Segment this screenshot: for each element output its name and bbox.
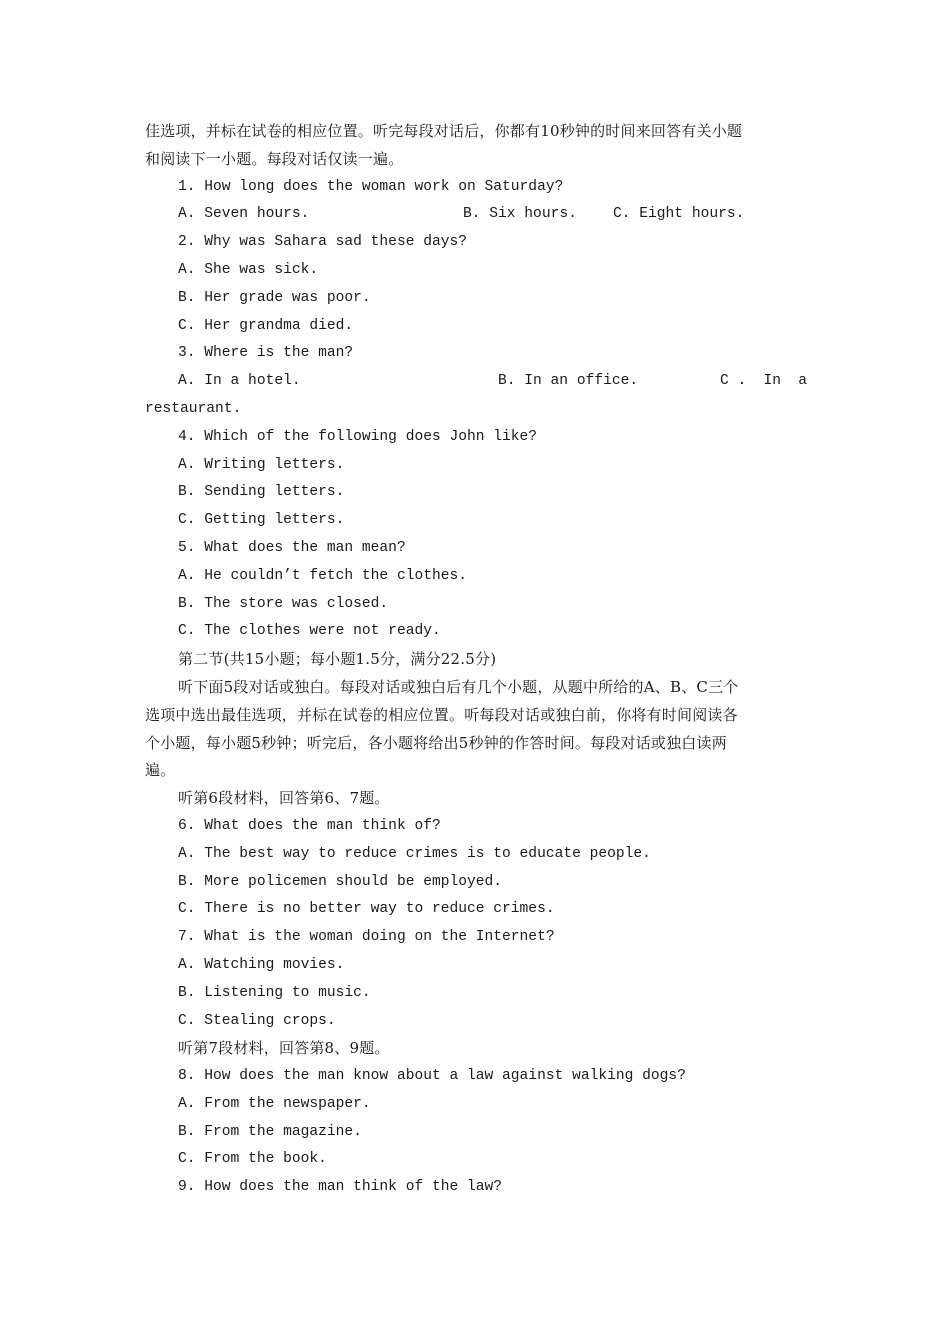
option-c-part: a <box>798 373 807 390</box>
section-2-instruction: 个小题，每小题5秒钟；听完后，各小题将给出5秒钟的作答时间。每段对话或独白读两 <box>145 733 727 752</box>
option-c-continued: restaurant. <box>145 400 242 417</box>
option-a: A. In a hotel. <box>178 373 301 390</box>
option-b: B. Sending letters. <box>178 484 345 501</box>
material-6-label: 听第6段材料，回答第6、7题。 <box>178 789 390 808</box>
question-4: 4. Which of the following does John like? <box>178 428 538 445</box>
option-a: A. Seven hours. <box>178 206 310 223</box>
question-9: 9. How does the man think of the law? <box>178 1179 503 1196</box>
question-3-options <box>145 368 807 396</box>
option-b: B. The store was closed. <box>178 595 389 612</box>
option-a: A. He couldn’t fetch the clothes. <box>178 567 468 584</box>
question-6: 6. What does the man think of? <box>178 817 441 834</box>
section-2-instruction: 遍。 <box>145 761 176 780</box>
question-5: 5. What does the man mean? <box>178 539 406 556</box>
section-2-heading: 第二节(共15小题；每小题1.5分，满分22.5分) <box>178 650 497 669</box>
option-c: C. Eight hours. <box>613 206 745 223</box>
option-c: C. From the book. <box>178 1151 327 1168</box>
option-a: A. She was sick. <box>178 261 319 278</box>
document-page <box>145 118 807 1202</box>
question-7: 7. What is the woman doing on the Internet? <box>178 929 555 946</box>
option-c: C. The clothes were not ready. <box>178 623 441 640</box>
option-c: C. Getting letters. <box>178 512 345 529</box>
option-c: C. There is no better way to reduce crimes. <box>178 901 555 918</box>
question-1-options <box>145 201 807 229</box>
option-b: B. Six hours. <box>463 206 577 223</box>
option-b: B. More policemen should be employed. <box>178 873 503 890</box>
option-a: A. Watching movies. <box>178 956 345 973</box>
option-c: C. Her grandma died. <box>178 317 354 334</box>
option-b: B. In an office. <box>498 373 639 390</box>
intro-line-1: 佳选项，并标在试卷的相应位置。听完每段对话后，你都有10秒钟的时间来回答有关小题 <box>145 122 743 140</box>
material-7-label: 听第7段材料，回答第8、9题。 <box>178 1039 390 1058</box>
option-a: A. The best way to reduce crimes is to educate people. <box>178 845 651 862</box>
section-2-instruction: 听下面5段对话或独白。每段对话或独白后有几个小题，从题中所给的A、B、C三个 <box>178 677 739 696</box>
question-2: 2. Why was Sahara sad these days? <box>178 234 468 251</box>
option-a: A. Writing letters. <box>178 456 345 473</box>
option-a: A. From the newspaper. <box>178 1095 371 1112</box>
option-c <box>720 368 807 396</box>
question-3: 3. Where is the man? <box>178 345 354 362</box>
section-2-instruction: 选项中选出最佳选项，并标在试卷的相应位置。听每段对话或独白前，你将有时间阅读各 <box>145 705 738 724</box>
option-b: B. Listening to music. <box>178 984 371 1001</box>
intro-line-2: 和阅读下一小题。每段对话仅读一遍。 <box>145 149 404 168</box>
question-1: 1. How long does the woman work on Saturday? <box>178 178 564 195</box>
option-c-part: In <box>763 373 782 390</box>
option-c-part: C . <box>720 373 747 390</box>
question-8: 8. How does the man know about a law against walking dogs? <box>178 1068 686 1085</box>
option-b: B. Her grade was poor. <box>178 289 371 306</box>
option-b: B. From the magazine. <box>178 1123 362 1140</box>
option-c: C. Stealing crops. <box>178 1012 336 1029</box>
